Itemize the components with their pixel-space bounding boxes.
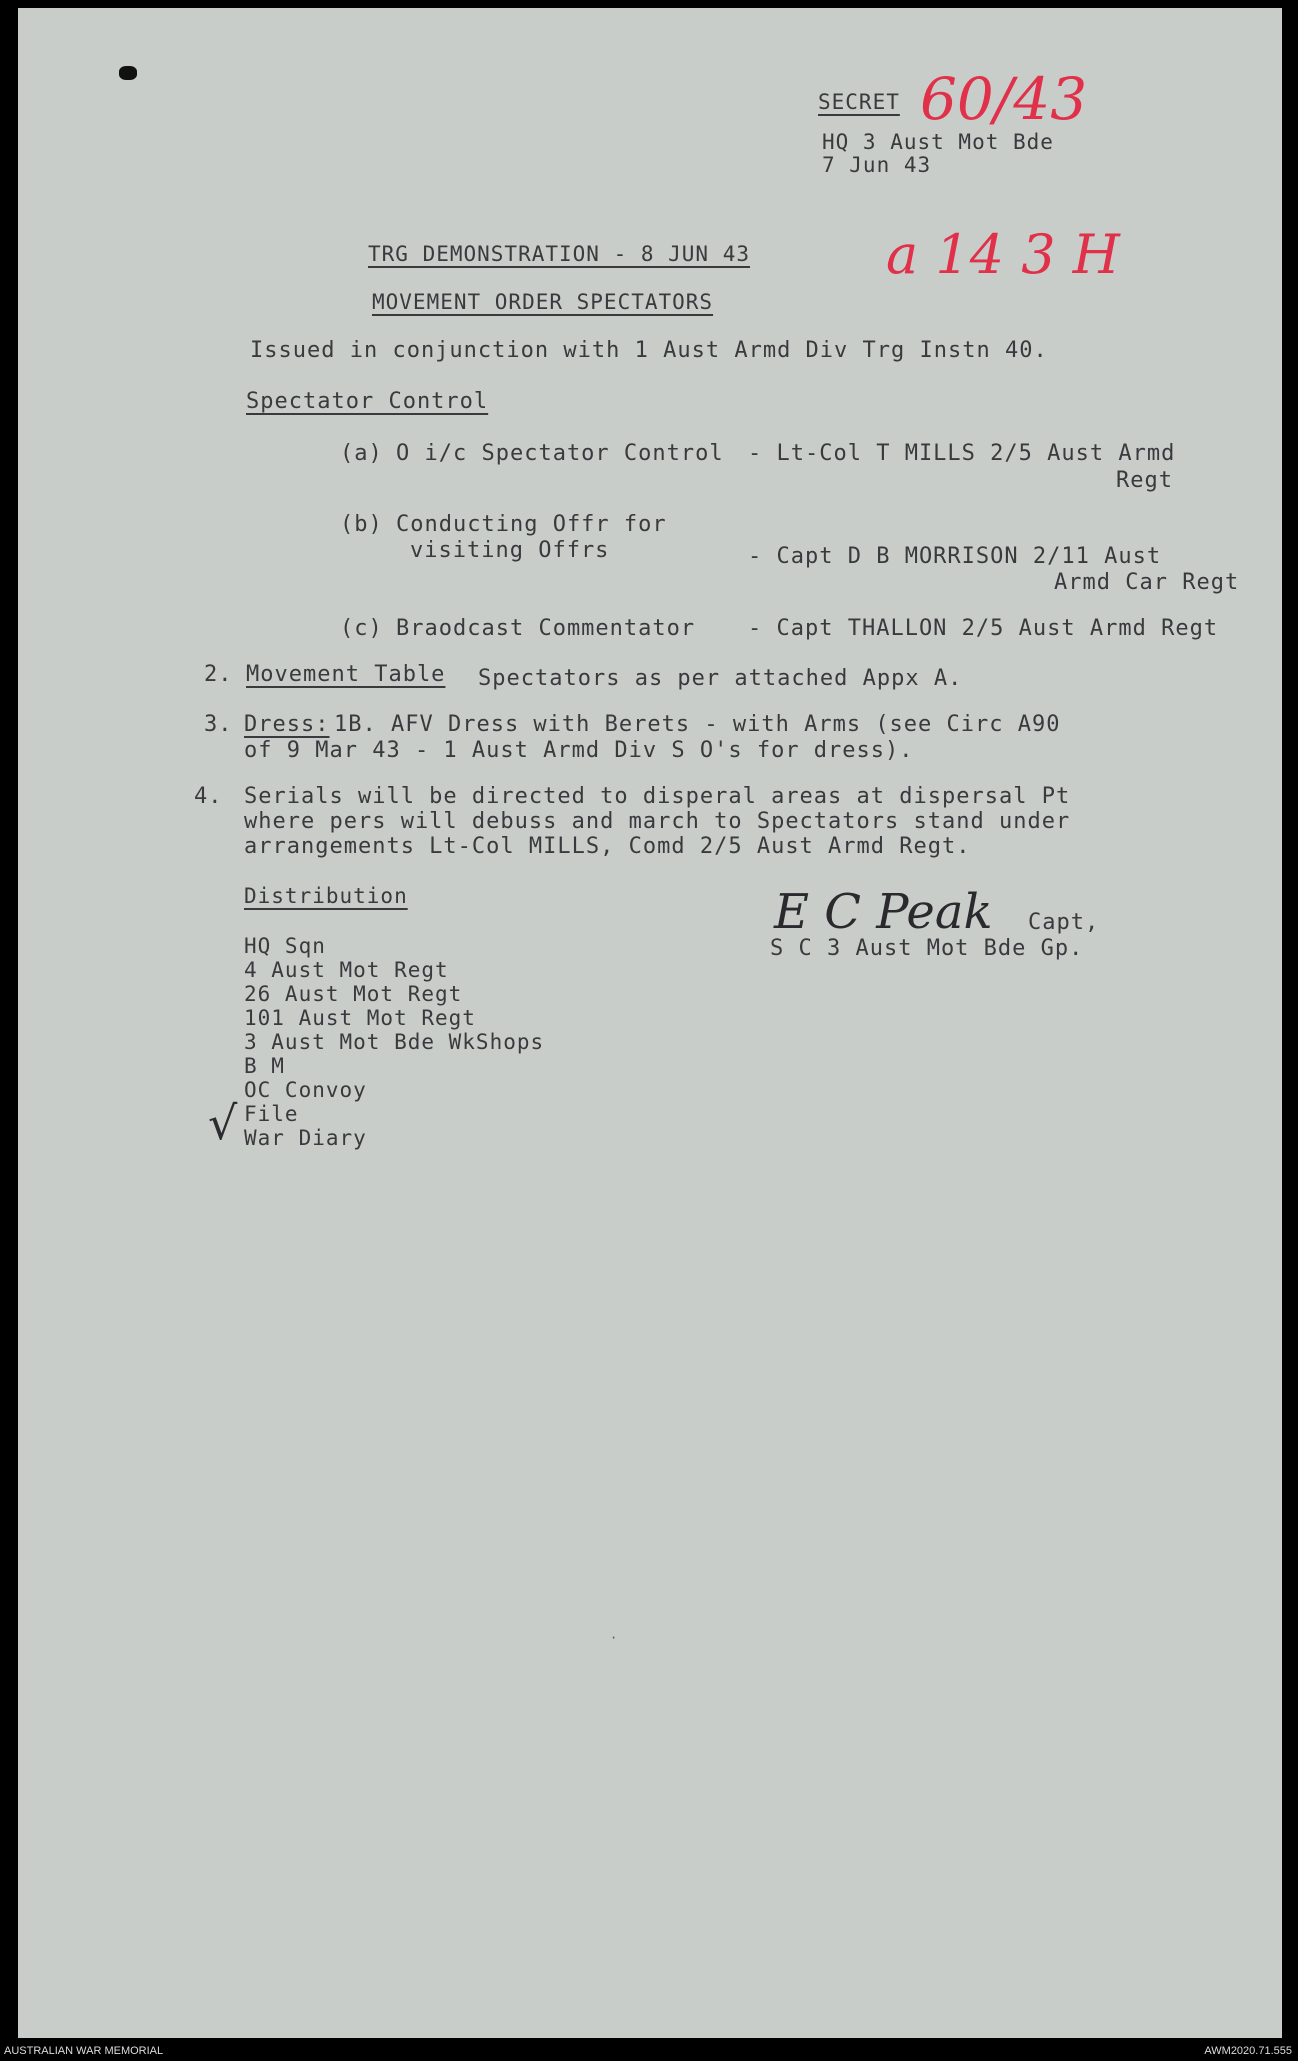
tick-mark-icon: √ — [208, 1096, 239, 1150]
distribution-item: 101 Aust Mot Regt — [244, 1006, 476, 1030]
hq-heading: HQ 3 Aust Mot Bde — [822, 130, 1054, 154]
movement-table-heading: Movement Table — [246, 662, 446, 687]
item-b-letter: (b) — [340, 512, 383, 537]
para-3-number: 3. — [204, 712, 233, 737]
distribution-item: War Diary — [244, 1126, 367, 1150]
item-b-person-cont: Armd Car Regt — [1054, 570, 1240, 595]
item-b-person: - Capt D B MORRISON 2/11 Aust — [748, 544, 1162, 569]
spectator-control-heading: Spectator Control — [246, 389, 489, 414]
document-page — [18, 8, 1282, 2038]
para-4-line-3: arrangements Lt-Col MILLS, Comd 2/5 Aust Armd Regt. — [244, 834, 971, 859]
item-b-text: Conducting Offr for — [396, 512, 667, 537]
signatory-rank: Capt, — [1028, 910, 1100, 935]
distribution-item: File — [244, 1102, 299, 1126]
punch-hole-mark — [119, 66, 137, 80]
item-a-text: O i/c Spectator Control — [396, 441, 724, 466]
item-c-person: - Capt THALLON 2/5 Aust Armd Regt — [748, 616, 1219, 641]
para-4-line-1: Serials will be directed to disperal areas at dispersal Pt — [244, 784, 1071, 809]
secret-marking: SECRET — [818, 90, 900, 114]
dress-heading: Dress: — [244, 712, 330, 737]
dress-line-1: 1B. AFV Dress with Berets - with Arms (see Circ A90 — [334, 712, 1061, 737]
red-file-number: 60/43 — [920, 65, 1088, 133]
item-c-text: Braodcast Commentator — [396, 616, 696, 641]
document-date: 7 Jun 43 — [822, 153, 932, 177]
para-4-number: 4. — [194, 784, 223, 809]
document-subtitle: MOVEMENT ORDER SPECTATORS — [372, 290, 714, 314]
issued-line: Issued in conjunction with 1 Aust Armd Div Trg Instn 40. — [250, 338, 1048, 363]
distribution-heading: Distribution — [244, 884, 408, 908]
item-a-person: - Lt-Col T MILLS 2/5 Aust Armd — [748, 441, 1176, 466]
distribution-item: HQ Sqn — [244, 934, 326, 958]
item-b-text-cont: visiting Offrs — [410, 538, 610, 563]
movement-table-text: Spectators as per attached Appx A. — [478, 666, 963, 691]
footer-archive-name: AUSTRALIAN WAR MEMORIAL — [4, 2045, 164, 2057]
distribution-item: 3 Aust Mot Bde WkShops — [244, 1030, 545, 1054]
paper-speck: · — [610, 1631, 619, 1645]
distribution-item: 26 Aust Mot Regt — [244, 982, 463, 1006]
distribution-item: OC Convoy — [244, 1078, 367, 1102]
distribution-item: 4 Aust Mot Regt — [244, 958, 449, 982]
document-title: TRG DEMONSTRATION - 8 JUN 43 — [368, 242, 751, 266]
dress-line-2: of 9 Mar 43 - 1 Aust Armd Div S O's for dress). — [244, 738, 914, 763]
signatory-title: S C 3 Aust Mot Bde Gp. — [770, 936, 1084, 961]
item-c-letter: (c) — [340, 616, 383, 641]
item-a-person-cont: Regt — [1116, 468, 1173, 493]
footer-item-id: AWM2020.71.555 — [1204, 2045, 1292, 2057]
handwritten-signature: E C Peak — [774, 884, 993, 940]
distribution-item: B M — [244, 1054, 285, 1078]
item-a-letter: (a) — [340, 441, 383, 466]
para-4-line-2: where pers will debuss and march to Spectators stand under — [244, 809, 1071, 834]
red-reference: a 14 3 H — [886, 223, 1120, 286]
para-2-number: 2. — [204, 662, 233, 687]
